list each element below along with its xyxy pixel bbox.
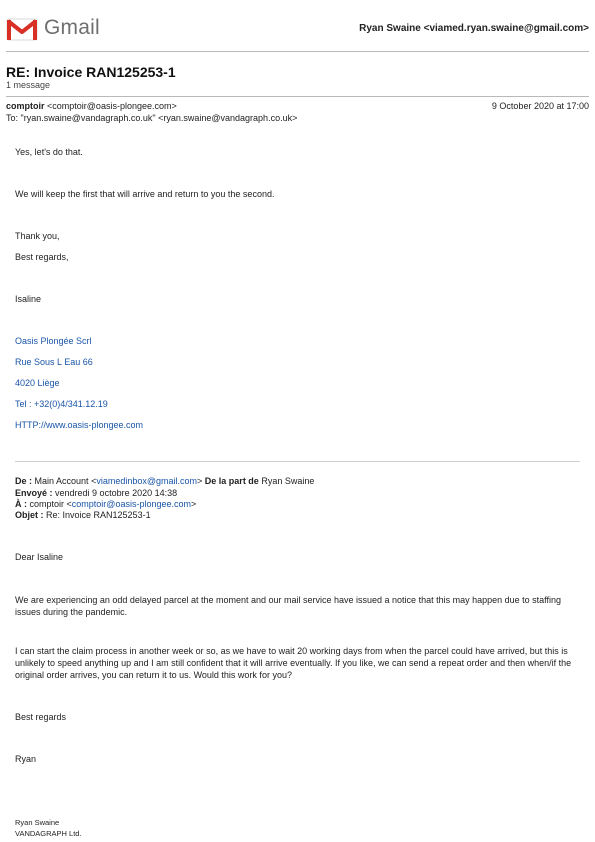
quoted-to-name: comptoir < [29, 499, 72, 509]
quoted-greeting: Dear Isaline [15, 552, 64, 562]
body-line: We will keep the first that will arrive and return to you the second. [15, 189, 275, 199]
quoted-sent-value: vendredi 9 octobre 2020 14:38 [55, 488, 178, 498]
sender-email: <comptoir@oasis-plongee.com> [47, 101, 177, 111]
quoted-from-email-link[interactable]: viamedinbox@gmail.com [96, 476, 198, 486]
quoted-closing: Best regards [15, 712, 67, 722]
quoted-sent-label: Envoyé : [15, 488, 53, 498]
quoted-from-name: Main Account < [34, 476, 97, 486]
signature-street: Rue Sous L Eau 66 [15, 357, 93, 367]
signature-company: Oasis Plongée Scrl [15, 336, 92, 346]
quoted-subject-label: Objet : [15, 510, 44, 520]
quoted-to-close: > [191, 499, 197, 509]
signature-city: 4020 Liège [15, 378, 60, 388]
header-divider [6, 51, 589, 52]
quoted-paragraph: I can start the claim process in another week or so, as we have to wait 20 working days from when the parcel could have arrived, but this is unlikely to speed anything up and I am still confident that it will arrive eventually. If you like, we can send a repeat order and then when/if the original order arrives, you can return it to us. Would this work for you? [15, 646, 572, 680]
quoted-subject-value: Re: Invoice RAN125253-1 [46, 510, 151, 520]
recipient: To: "ryan.swaine@vandagraph.co.uk" <ryan.swaine@vandagraph.co.uk> [6, 113, 298, 123]
message-count: 1 message [6, 80, 51, 90]
quote-divider [15, 461, 580, 462]
signature-website-link[interactable]: HTTP://www.oasis-plongee.com [15, 420, 144, 430]
quoted-subject [15, 510, 151, 520]
thread-subject: RE: Invoice RAN125253-1 [6, 64, 176, 80]
quoted-behalf-label: De la part de [204, 476, 259, 486]
quoted-to-email-link[interactable]: comptoir@oasis-plongee.com [71, 499, 191, 509]
signature-phone[interactable]: Tel : +32(0)4/341.12.19 [15, 399, 108, 409]
quoted-signature-name: Ryan Swaine [15, 818, 60, 827]
quoted-paragraph: We are experiencing an odd delayed parcel at the moment and our mail service have issued a notice that this may happen due to staffing issues during the pandemic. [15, 595, 561, 617]
quoted-signature-company: VANDAGRAPH Ltd. [15, 829, 82, 838]
sender-name: comptoir [6, 101, 45, 111]
message-date: 9 October 2020 at 17:00 [491, 101, 589, 111]
quoted-to-label: À : [15, 499, 27, 509]
body-line: Best regards, [15, 252, 69, 262]
quoted-from-label: De : [15, 476, 33, 486]
subject-divider [6, 96, 589, 97]
gmail-logo[interactable] [6, 16, 102, 42]
body-line: Yes, let's do that. [15, 147, 83, 157]
gmail-envelope-icon [6, 16, 38, 42]
quoted-from-close: > [197, 476, 203, 486]
quoted-sent [15, 488, 177, 498]
gmail-wordmark: Gmail [44, 16, 100, 39]
quoted-name: Ryan [15, 754, 37, 764]
quoted-from [15, 476, 314, 486]
account-label: Ryan Swaine <viamed.ryan.swaine@gmail.com> [359, 23, 589, 34]
sender[interactable] [6, 101, 177, 111]
body-line: Isaline [15, 294, 42, 304]
body-line: Thank you, [15, 231, 60, 241]
quoted-behalf-name: Ryan Swaine [261, 476, 315, 486]
quoted-to [15, 499, 196, 509]
